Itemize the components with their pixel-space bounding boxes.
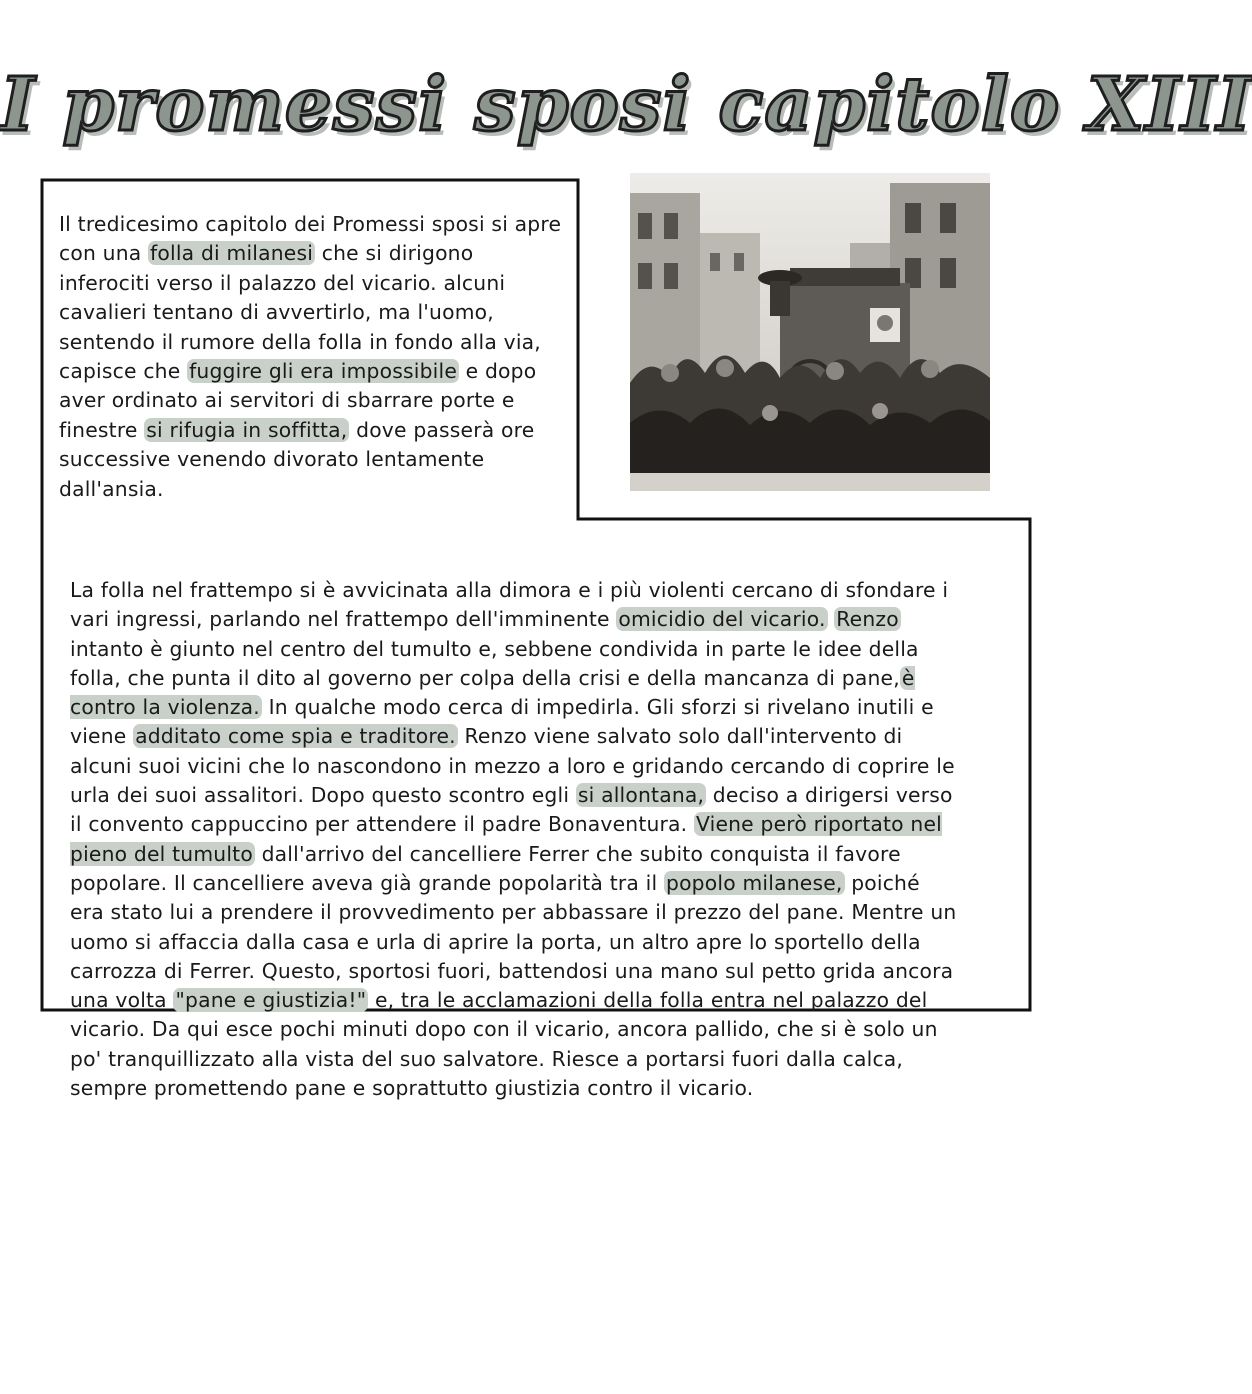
highlighted-text: Viene però riportato nel pieno del tumulto (70, 812, 942, 866)
text-run: dall'arrivo del cancelliere Ferrer che subito conquista il favore popolare. Il cancelliere aveva già grande popolarità tra il (70, 841, 901, 895)
highlighted-text: omicidio del vicario. (618, 607, 826, 632)
highlighted-text: folla di milanesi (150, 241, 314, 266)
body-paragraph (70, 576, 960, 1103)
text-run: Renzo viene salvato solo dall'intervento di alcuni suoi vicini che lo nascondono in mezzo a loro e gridando cercando di coprire le urla dei suoi assalitori. Dopo questo scontro egli (70, 724, 955, 808)
text-run: intanto è giunto nel centro del tumulto e, sebbene condivida in parte le idee della folla, che punta il dito al governo per colpa della crisi e della mancanza di pane, (70, 636, 919, 690)
highlighted-text: si allontana, (577, 783, 705, 808)
text-run: e dopo aver ordinato ai servitori di sbarrare porte e finestre (59, 359, 537, 442)
text-run: In qualche modo cerca di impedirla. Gli sforzi si rivelano inutili e viene (70, 695, 934, 749)
intro-paragraph (59, 210, 564, 504)
highlighted-text: fuggire gli era impossibile (189, 359, 457, 384)
highlighted-text: additato come spia e traditore. (135, 724, 456, 749)
text-run: deciso a dirigersi verso il convento cappuccino per attendere il padre Bonaventura. (70, 783, 953, 837)
text-run: Il tredicesimo capitolo dei Promessi sposi si apre con una (59, 212, 562, 266)
engraving-illustration (630, 173, 990, 491)
text-run: dove passerà ore successive venendo divorato lentamente dall'ansia. (59, 417, 535, 501)
text-run: e, tra le acclamazioni della folla entra nel palazzo del vicario. Da qui esce pochi minuti dopo con il vicario, ancora pallido, che si è solo un po' tranquillizzato alla vista del suo salvatore. Riesce a portarsi fuori dalla calca, sempre promettendo pane e soprattutto giustizia contro il vicario. (70, 988, 938, 1101)
highlighted-text: popolo milanese, (666, 870, 843, 895)
highlighted-text: Renzo (836, 607, 899, 632)
text-run: poiché era stato lui a prendere il provvedimento per abbassare il prezzo del pane. Mentre un uomo si affaccia dalla casa e urla di aprire la porta, un altro apre lo sportello della carrozza di Ferrer. Questo, sportosi fuori, battendosi una mano sul petto grida ancora una volta (70, 870, 957, 1013)
text-run: La folla nel frattempo si è avvicinata alla dimora e i più violenti cercano di sfondare i vari ingressi, parlando nel frattempo dell'imminente (70, 578, 949, 632)
text-run: che si dirigono inferociti verso il palazzo del vicario. alcuni cavalieri tentano di avvertirlo, ma l'uomo, sentendo il rumore della folla in fondo alla via, capisce che (59, 241, 541, 384)
highlighted-text: "pane e giustizia!" (175, 988, 367, 1013)
highlighted-text: si rifugia in soffitta, (146, 417, 348, 442)
page-title: I promessi sposi capitolo XIII (0, 62, 1252, 148)
highlighted-text: è contro la violenza. (70, 665, 915, 720)
